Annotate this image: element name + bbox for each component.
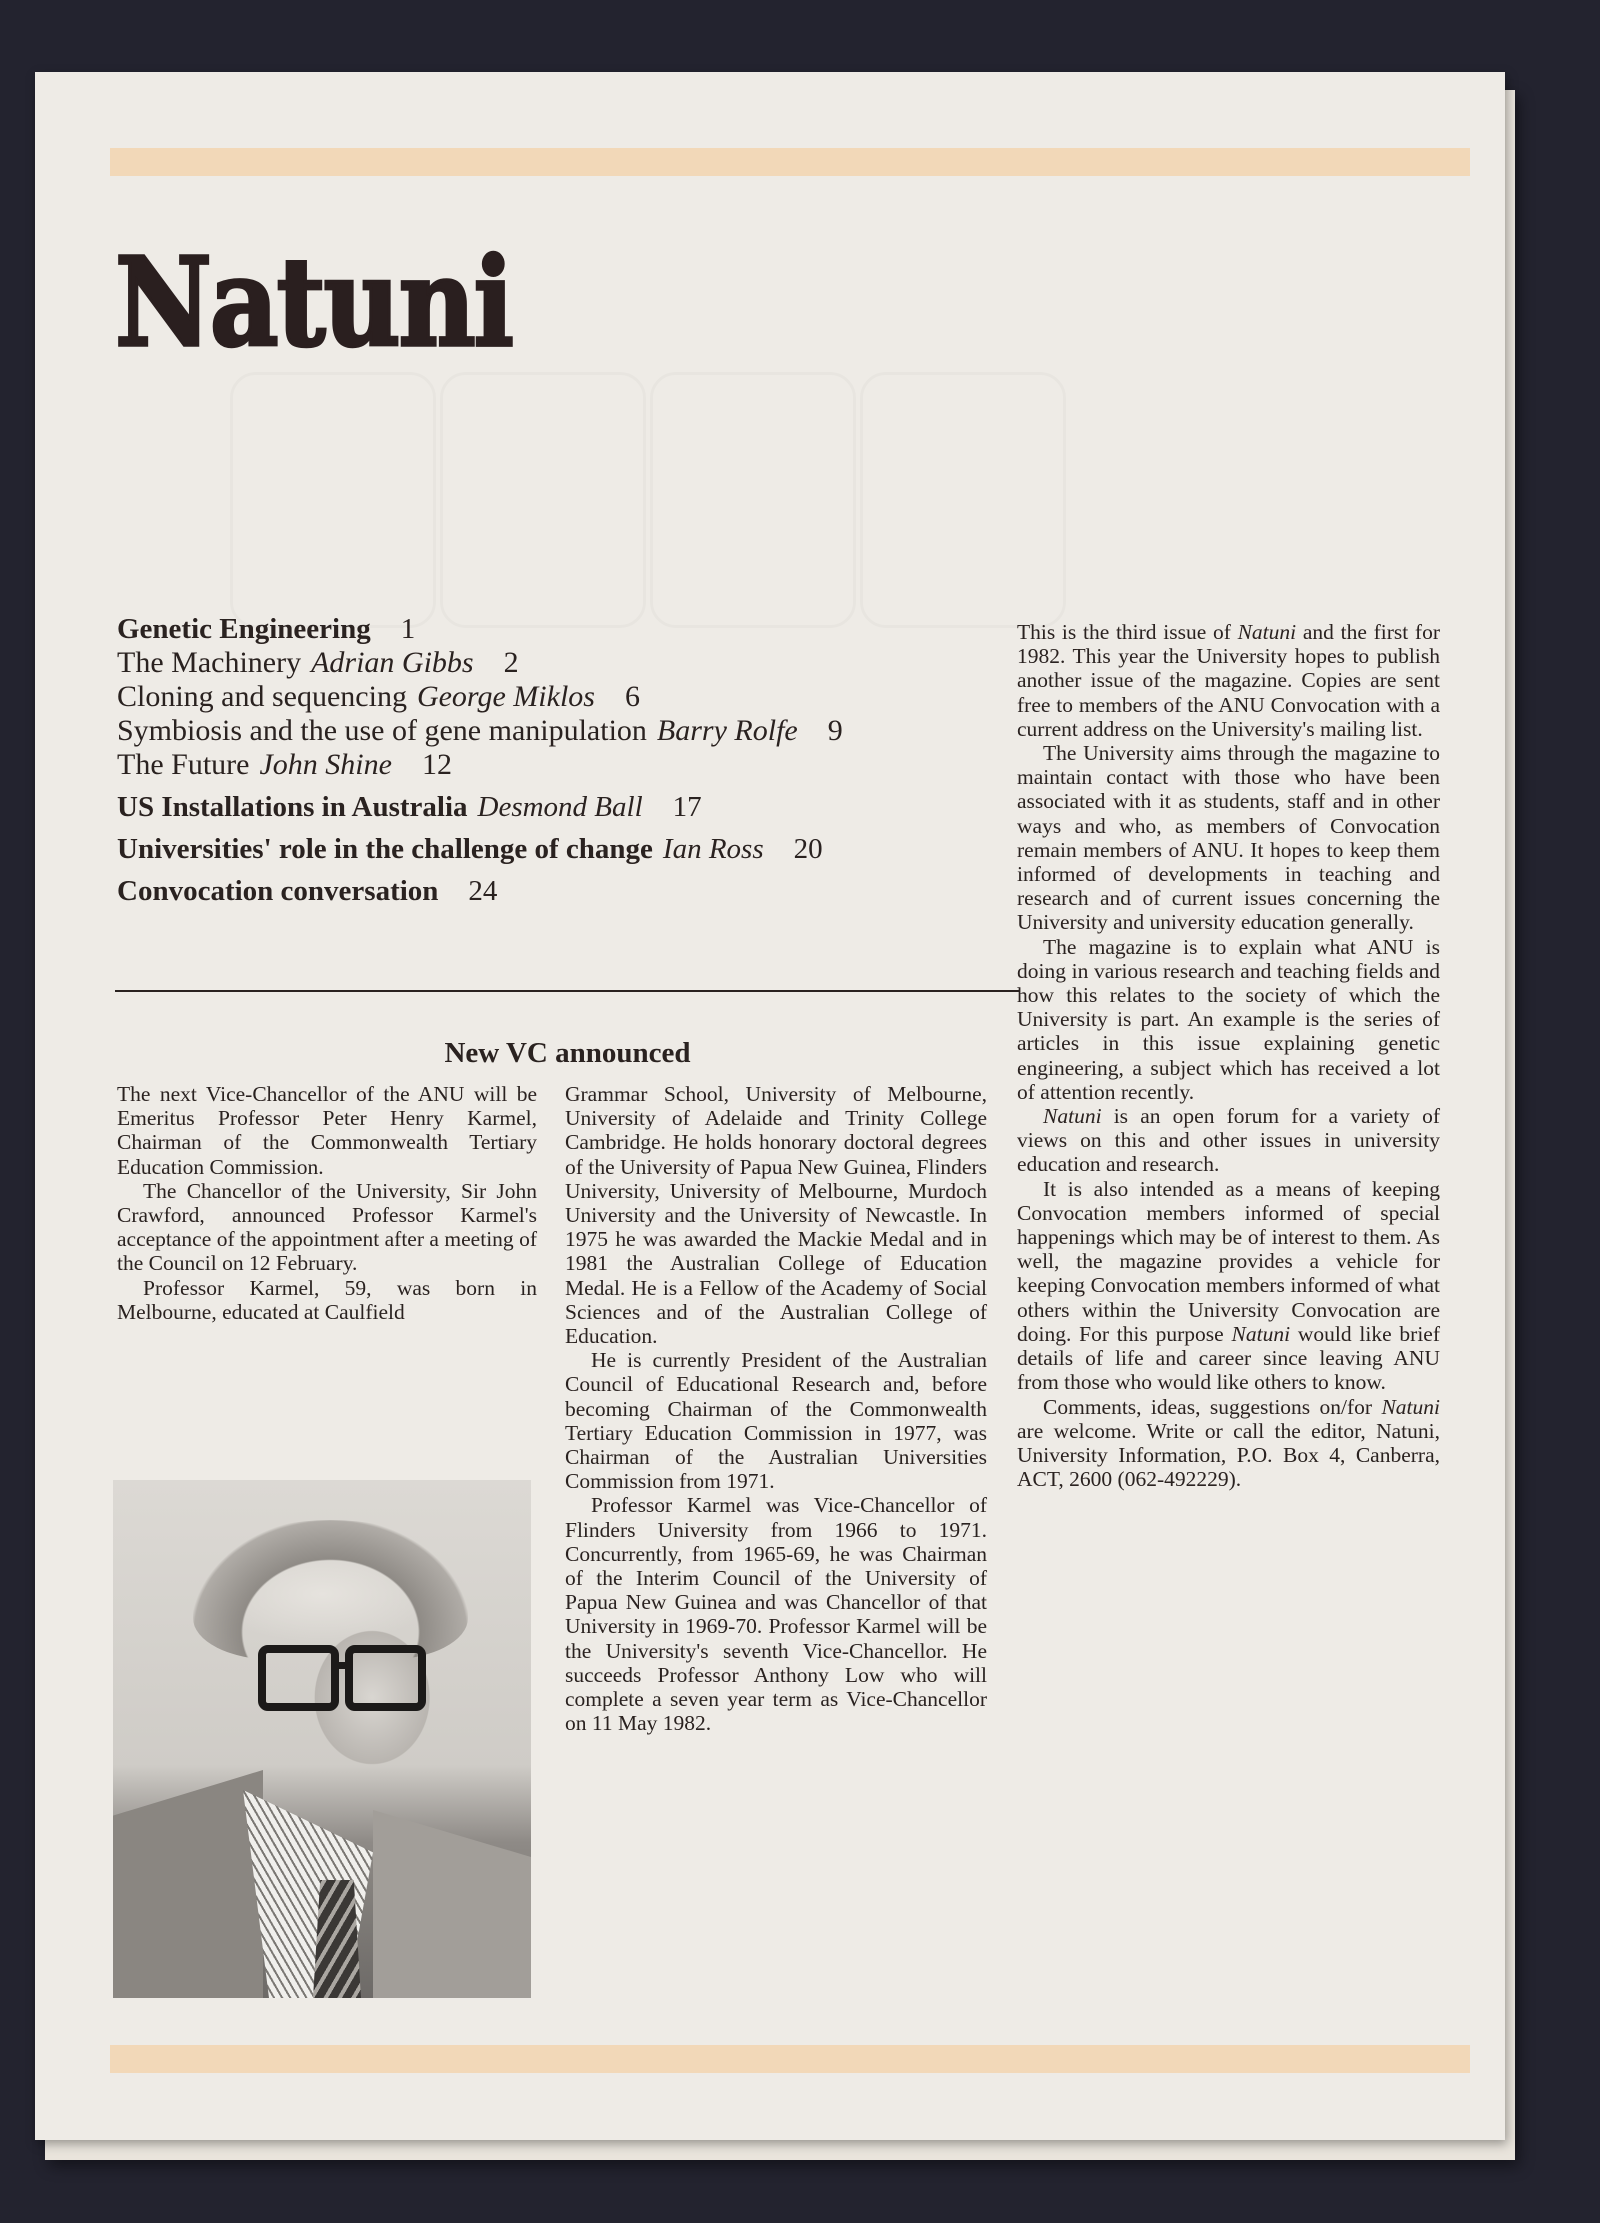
toc-item-page: 6 xyxy=(624,680,640,713)
toc-item[interactable] xyxy=(117,714,1017,748)
toc-item[interactable] xyxy=(117,874,1017,908)
toc-item[interactable] xyxy=(117,612,1017,646)
publication-name: Natuni xyxy=(1231,1321,1291,1346)
toc-item-page: 2 xyxy=(503,646,519,679)
section-divider xyxy=(115,990,1020,992)
toc-item[interactable] xyxy=(117,748,1017,782)
article-paragraph: Professor Karmel was Vice-Chancellor of Flinders University from 1966 to 1971. Concurrently, from 1965-69, he was Chairman of the Interim Council of the University of Papua New Guinea and was Chancellor of that University in 1969-70. Professor Karmel will be the University's seventh Vice-Chancellor. He succeeds Professor Anthony Low who will complete a seven year term as Vice-Chancellor on 11 May 1982. xyxy=(565,1493,987,1736)
editorial-paragraph xyxy=(1017,1395,1440,1492)
text: Comments, ideas, suggestions on/for xyxy=(1043,1394,1382,1419)
table-of-contents xyxy=(117,612,1017,908)
publication-name: Natuni xyxy=(1043,1104,1102,1129)
glasses-icon xyxy=(345,1645,426,1711)
toc-item-title: Cloning and sequencing xyxy=(117,680,407,713)
toc-item-author: John Shine xyxy=(259,748,392,781)
toc-item-author: George Miklos xyxy=(416,680,595,713)
toc-item-title: Universities' role in the challenge of change xyxy=(117,833,653,865)
text: and the first for 1982. This year the University hopes to publish another issue of the magazine. Copies are sent free to members of the ANU Convocation with a current address on the University's mailing list. xyxy=(1017,620,1440,741)
toc-item-title: The Machinery xyxy=(117,646,302,679)
portrait-photo xyxy=(113,1480,531,1998)
text: It is also intended as a means of keeping Convocation members informed of special happenings which may be of interest to them. As well, the magazine provides a vehicle for keeping Convocation members informed of what others within the University Convocation are doing. For this purpose xyxy=(1017,1176,1440,1346)
masthead-title: Natuni xyxy=(115,230,512,374)
editorial-paragraph: The magazine is to explain what ANU is doing in various research and teaching fields and how this relates to the society of which the University is part. An example is the series of articles in this issue explaining genetic engineering, a subject which has received a lot of attention recently. xyxy=(1017,934,1440,1104)
editorial-paragraph xyxy=(1017,1177,1440,1395)
article-title: New VC announced xyxy=(444,1037,691,1069)
article-paragraph: Grammar School, University of Melbourne, University of Adelaide and Trinity College Cambridge. He holds honorary doctoral degrees of the University of Papua New Guinea, Flinders University, University of Melbourne, Murdoch University and the University of Newcastle. In 1975 he was awarded the Mackie Medal and in 1981 the Australian College of Education Medal. He is a Fellow of the Academy of Social Sciences and of the Australian College of Education. xyxy=(565,1082,987,1349)
text: This is the third issue of xyxy=(1017,620,1238,644)
toc-item-author: Ian Ross xyxy=(662,833,764,865)
editorial-column xyxy=(1017,620,1440,1491)
editorial-paragraph: The University aims through the magazine to maintain contact with those who have been associated with it as students, staff and in other ways and who, as members of Convocation remain members of ANU. It hopes to keep them informed of developments in teaching and research and of current issues concerning the University and university education generally. xyxy=(1017,741,1440,935)
watermark-letter xyxy=(440,372,646,628)
text: are welcome. Write or call the editor, Natuni, University Information, P.O. Box 4, Canberra, ACT, 2600 (062-492229). xyxy=(1017,1418,1440,1492)
top-accent-bar xyxy=(110,148,1470,176)
text: would like brief details of life and career since leaving ANU from those who would like others to know. xyxy=(1017,1321,1441,1395)
editorial-paragraph xyxy=(1017,1104,1440,1177)
bottom-accent-bar xyxy=(110,2045,1470,2073)
toc-item-title: US Installations in Australia xyxy=(117,791,468,823)
editorial-paragraph xyxy=(1017,620,1440,741)
photo-tie xyxy=(313,1880,361,1998)
toc-item-page: 20 xyxy=(793,833,823,865)
photo-jacket xyxy=(113,1770,263,1998)
toc-item-author: Barry Rolfe xyxy=(656,714,798,747)
text: is an open forum for a variety of views on this and other issues in university education and research. xyxy=(1017,1104,1440,1177)
watermark-letter xyxy=(650,372,856,628)
toc-item-page: 24 xyxy=(468,875,498,907)
toc-item-title: Symbiosis and the use of gene manipulation xyxy=(117,714,647,747)
toc-item[interactable] xyxy=(117,832,1017,866)
photo-hair xyxy=(193,1520,468,1660)
toc-item-author: Desmond Ball xyxy=(477,791,643,823)
article-paragraph: The next Vice-Chancellor of the ANU will be Emeritus Professor Peter Henry Karmel, Chairman of the Commonwealth Tertiary Education Commission. xyxy=(117,1082,537,1179)
article-column-middle xyxy=(565,1082,987,1735)
publication-name: Natuni xyxy=(1237,620,1297,644)
toc-item[interactable] xyxy=(117,680,1017,714)
toc-item[interactable] xyxy=(117,790,1017,824)
watermark-letter xyxy=(230,372,436,628)
photo-jacket xyxy=(373,1810,531,1998)
toc-item-title: Convocation conversation xyxy=(117,875,439,907)
toc-item-page: 12 xyxy=(421,748,452,781)
article-paragraph: The Chancellor of the University, Sir John Crawford, announced Professor Karmel's acceptance of the appointment after a meeting of the Council on 12 February. xyxy=(117,1178,537,1276)
article-column-left xyxy=(117,1082,537,1324)
article-paragraph: He is currently President of the Australian Council of Educational Research and, before becoming Chairman of the Commonwealth Tertiary Education Commission in 1977, was Chairman of the Australian Universities Commission from 1971. xyxy=(565,1348,987,1494)
toc-item-page: 9 xyxy=(827,714,843,747)
toc-item-title: The Future xyxy=(117,748,250,781)
toc-item-author: Adrian Gibbs xyxy=(311,646,474,679)
glasses-icon xyxy=(258,1645,339,1711)
article-paragraph: Professor Karmel, 59, was born in Melbourne, educated at Caulfield xyxy=(117,1275,537,1324)
publication-name: Natuni xyxy=(1381,1394,1440,1419)
watermark-letter xyxy=(860,372,1066,628)
toc-item-page: 17 xyxy=(672,791,702,823)
toc-item-title: Genetic Engineering xyxy=(117,613,371,645)
toc-item-page: 1 xyxy=(400,613,416,645)
magazine-page xyxy=(35,72,1505,2140)
toc-item[interactable] xyxy=(117,646,1017,680)
